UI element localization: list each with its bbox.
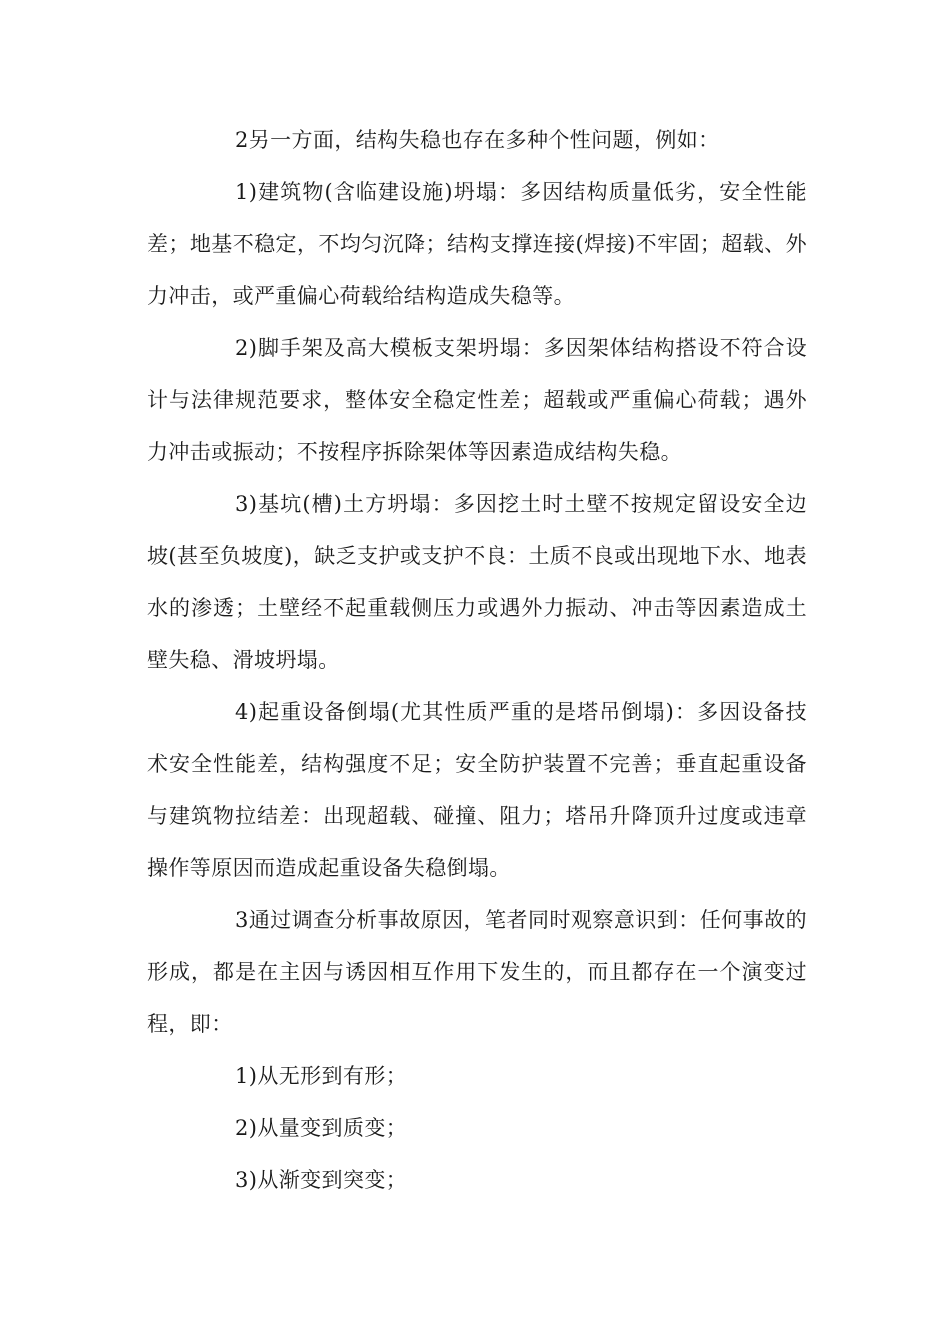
paragraph-scaffold-collapse: 2)脚手架及高大模板支架坍塌：多因架体结构搭设不符合设计与法律规范要求，整体安全稳定性差；超载或严重偏心荷载；遇外力冲击或振动；不按程序拆除架体等因素造成结构失稳。 [147,336,807,464]
paragraph-2-intro: 2另一方面，结构失稳也存在多种个性问题，例如： [235,128,720,152]
paragraph-lifting-equipment-collapse: 4)起重设备倒塌(尤其性质严重的是塔吊倒塌)：多因设备技术安全性能差，结构强度不足；安全防护装置不完善；垂直起重设备与建筑物拉结差：出现超载、碰撞、阻力；塔吊升降顶升过度或违章操作等原因而造成起重设备失稳倒塌。 [147,700,807,880]
paragraph-foundation-pit-collapse: 3)基坑(槽)土方坍塌：多因挖土时土壁不按规定留设安全边坡(甚至负坡度)，缺乏支护或支护不良：土质不良或出现地下水、地表水的渗透；土壁经不起重载侧压力或遇外力振动、冲击等因素造成土壁失稳、滑坡坍塌。 [147,492,807,672]
list-item-quantitative-to-qualitative: 2)从量变到质变； [235,1116,408,1140]
list-item-gradual-to-sudden: 3)从渐变到突变； [235,1168,408,1192]
list-item-shapeless-to-shaped: 1)从无形到有形； [235,1064,408,1088]
paragraph-3-intro: 3通过调查分析事故原因，笔者同时观察意识到：任何事故的形成，都是在主因与诱因相互作用下发生的，而且都存在一个演变过程，即： [147,908,807,1036]
document-body [147,114,807,1206]
paragraph-building-collapse: 1)建筑物(含临建设施)坍塌：多因结构质量低劣，安全性能差；地基不稳定，不均匀沉降；结构支撑连接(焊接)不牢固；超载、外力冲击，或严重偏心荷载给结构造成失稳等。 [147,180,807,308]
